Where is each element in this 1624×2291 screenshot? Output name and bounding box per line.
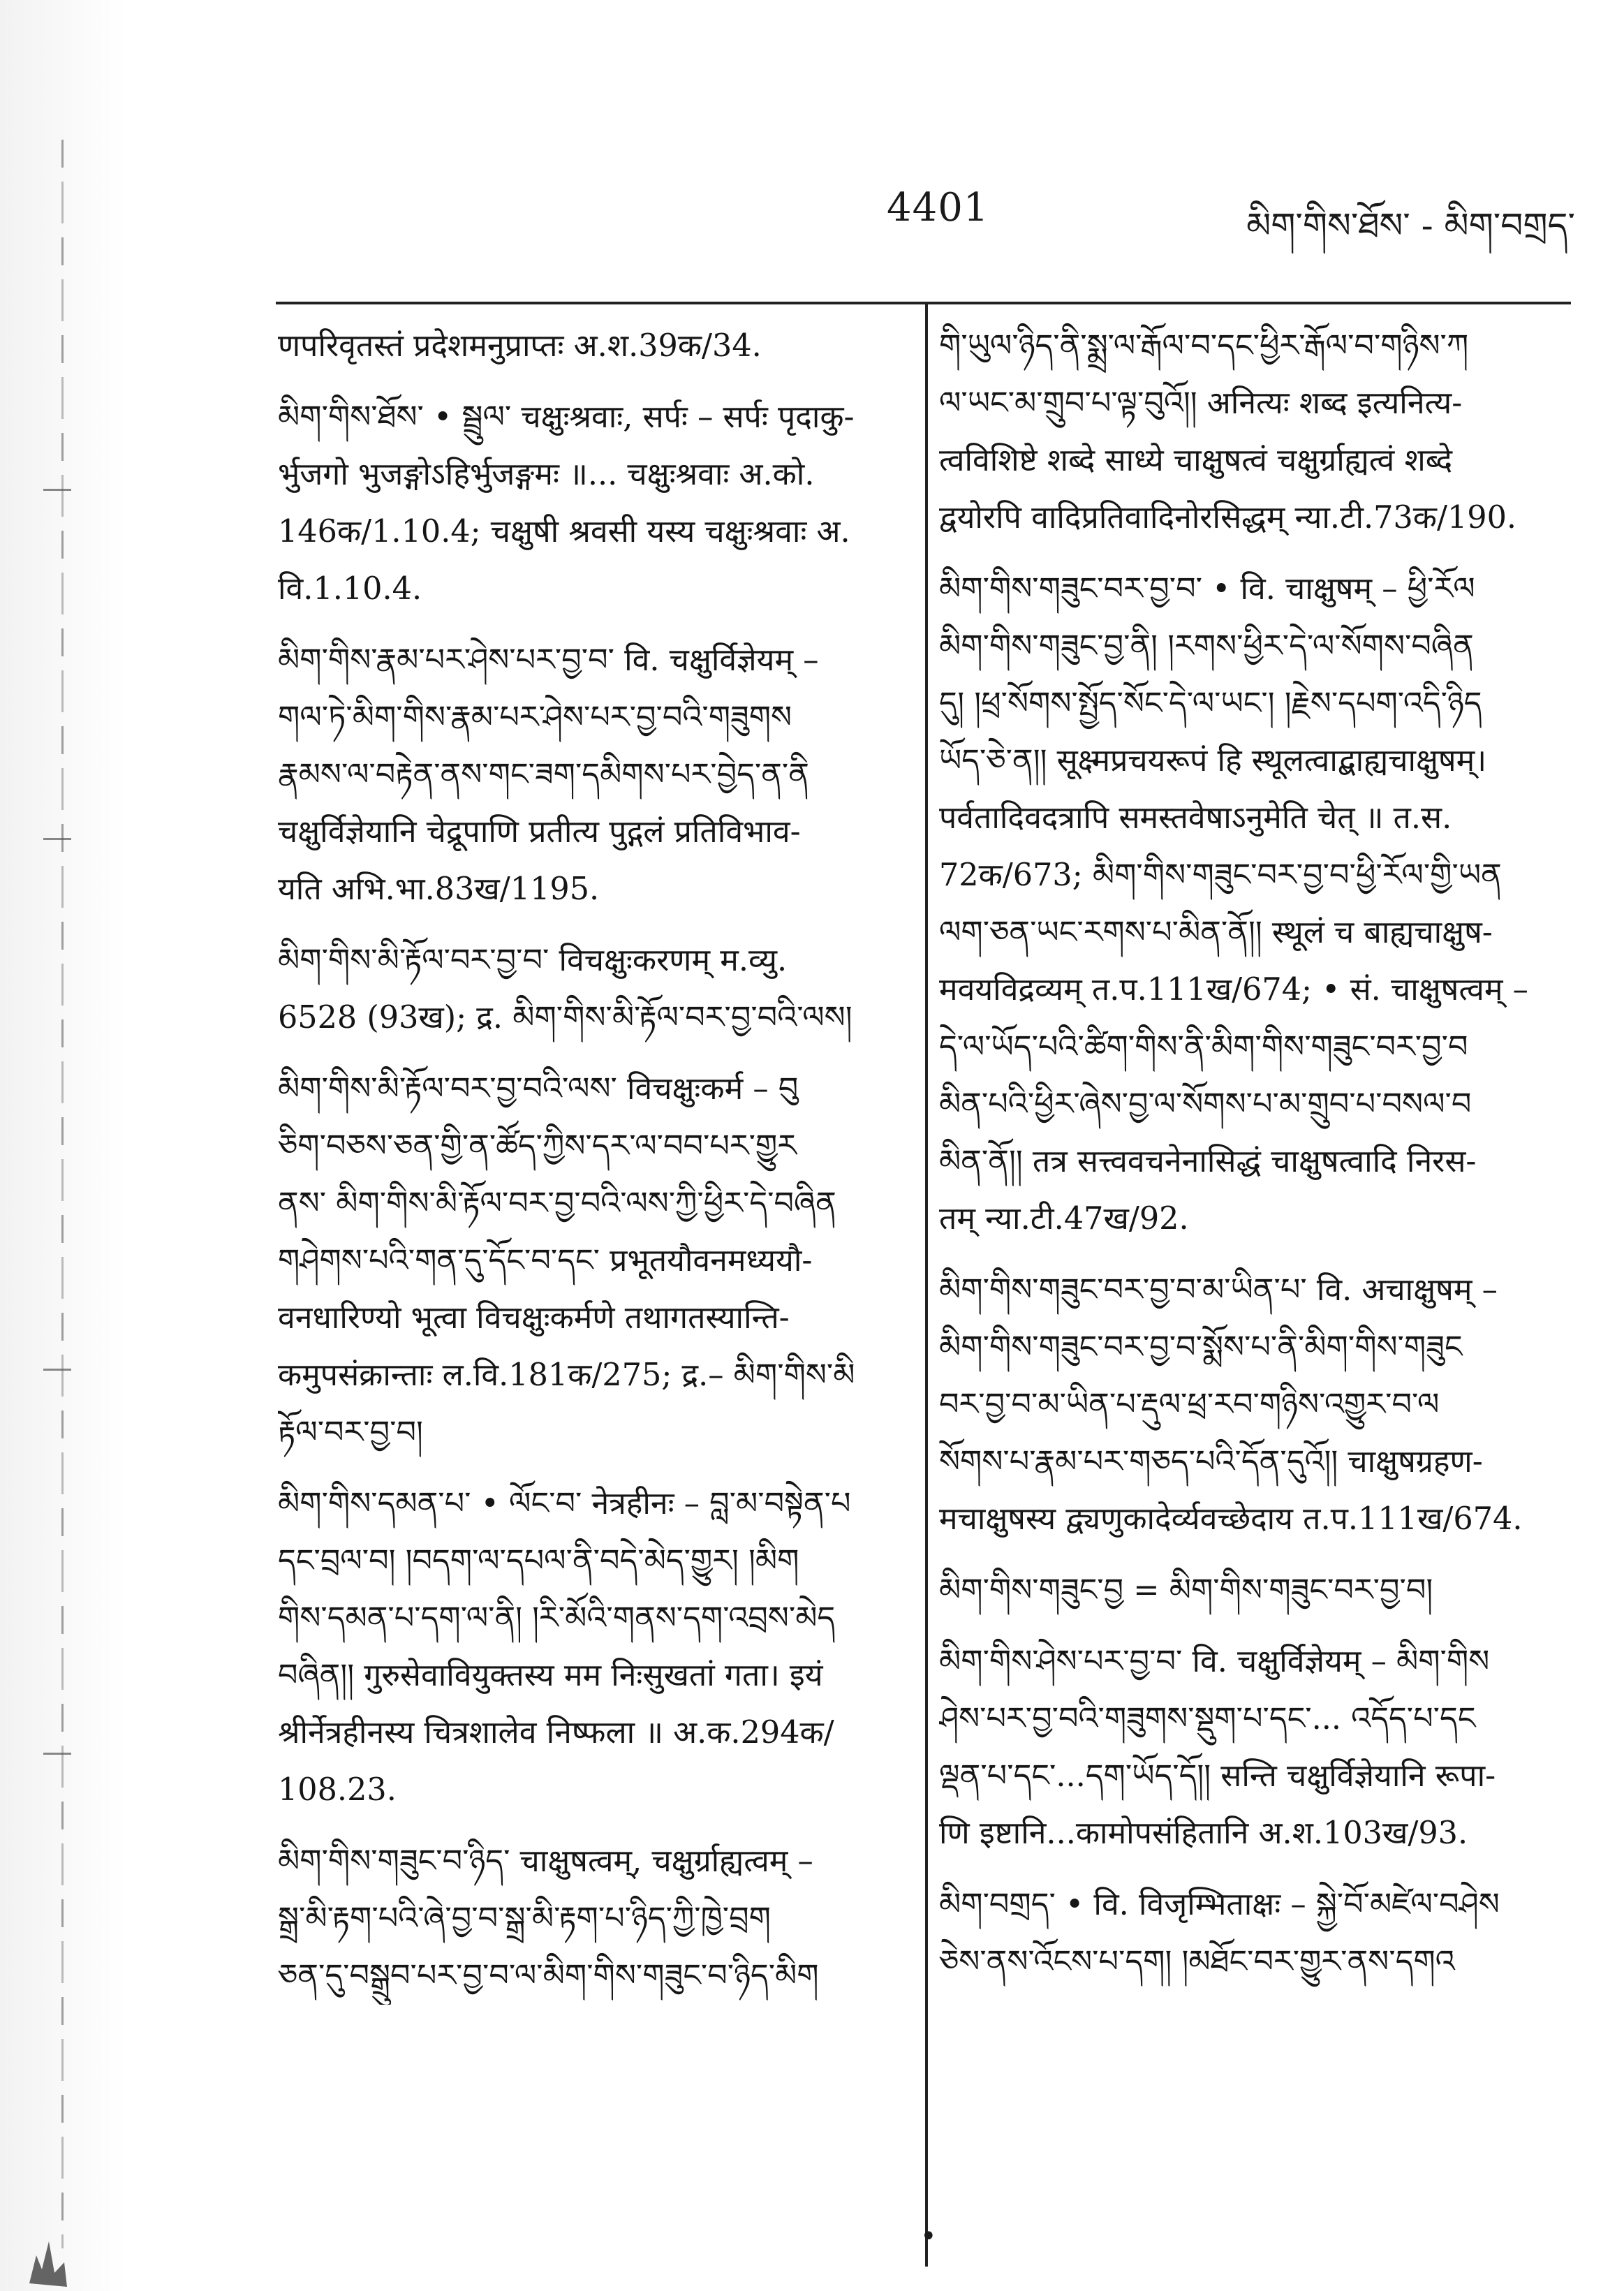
dictionary-entry bbox=[939, 1633, 1567, 1862]
binding-margin-line bbox=[61, 140, 64, 2248]
entry-line: णि इष्टानि...कामोपसंहितानि अ.श.103ख/93. bbox=[939, 1815, 1468, 1851]
entry-line: ནས་ མིག་གིས་མི་རྟོལ་བར་བྱ་བའི་ལས་ཀྱི་ཕྱིར་དེ་བཞིན bbox=[278, 1186, 836, 1221]
entry-line: མིག་གིས་གཟུང་བྱ = མིག་གིས་གཟུང་བར་བྱ་བ། bbox=[939, 1572, 1433, 1608]
entry-line: གིས་དམན་པ་དག་ལ་ནི། །རི་མོའི་གནས་དག་འབྲས་མེད bbox=[278, 1600, 836, 1636]
entry-line: वनधारिण्यो भूत्वा विचक्षुःकर्मणे तथागतस्यान्ति- bbox=[278, 1300, 790, 1336]
entry-line: རྟོལ་བར་བྱ་བ། bbox=[278, 1415, 423, 1450]
dictionary-entry bbox=[939, 1262, 1567, 1548]
margin-tick-mark bbox=[43, 1753, 71, 1755]
entry-line: སྒྲ་མི་རྟག་པའི་ཞེ་བྱ་བ་སྒྲ་མི་རྟག་པ་ཉིད་ཀྱི་ཁྱེ་བྲག bbox=[278, 1901, 771, 1936]
entry-line: མིག་བགྲད་ • वि. विजृम्भिताक्षः – སྐྱེ་བོ་མཛེལ་བཤེས bbox=[939, 1887, 1500, 1922]
entry-line: ཅེས་ནས་འོངས་པ་དག། །མཐོང་བར་གྱུར་ནས་དགའ bbox=[939, 1944, 1455, 1980]
entry-line: श्रीर्नेत्रहीनस्य चित्रशालेव निष्फला ॥ अ.क.294क/ bbox=[278, 1715, 834, 1751]
dictionary-entry bbox=[278, 389, 892, 618]
entry-line: ཤེས་པར་བྱ་བའི་གཟུགས་སྡུག་པ་དང་... འདོད་པ་དང bbox=[939, 1701, 1476, 1737]
entry-line: མིག་གིས་གཟུང་བ་ཉིད་ चाक्षुषत्वम्, चक्षुर्ग्राह्यत्वम् – bbox=[278, 1843, 813, 1879]
entry-line: चक्षुर्विज्ञेयानि चेद्रूपाणि प्रतीत्य पुद्गलं प्रतिविभाव- bbox=[278, 814, 801, 850]
entry-line: གཤེགས་པའི་གན་དུ་དོང་བ་དང་ प्रभूतयौवनमध्ययौ- bbox=[278, 1243, 813, 1279]
entry-line: གལ་ཏེ་མིག་གིས་རྣམ་པར་ཤེས་པར་བྱ་བའི་གཟུགས bbox=[278, 700, 792, 735]
entry-line: མིག་གིས་རྣམ་པར་ཤེས་པར་བྱ་བ་ वि. चक्षुर्विज्ञेयम् – bbox=[278, 642, 819, 678]
entry-line: མིག་གིས་གཟུང་བར་བྱ་བ་སྨོས་པ་ནི་མིག་གིས་གཟུང bbox=[939, 1329, 1463, 1365]
entry-line: མིག་གིས་གཟུང་བར་བྱ་བ་ • वि. चाक्षुषम् – ཕྱི་རོལ bbox=[939, 571, 1475, 607]
entry-line: རྣམས་ལ་བརྟེན་ནས་གང་ཟག་དམིགས་པར་བྱེད་ན་ནི bbox=[278, 757, 809, 793]
dictionary-entry bbox=[939, 1562, 1567, 1619]
dictionary-entry bbox=[278, 1833, 892, 2005]
dictionary-entry bbox=[278, 932, 892, 1047]
entry-line: མིག་གིས་གཟུང་བྱ་ནི། །རགས་ཕྱིར་དེ་ལ་སོགས་བཞིན bbox=[939, 628, 1474, 664]
entry-line: མིག་གིས་ཐོས་ • སྦྲུལ་ चक्षुःश्रवाः, सर्पः – सर्पः पृदाकु- bbox=[278, 399, 855, 435]
entry-line: བར་བྱ་བ་མ་ཡིན་པ་རྡུལ་ཕྲ་རབ་གཉིས་འགྱུར་བ་ལ bbox=[939, 1387, 1440, 1422]
dictionary-entry bbox=[939, 561, 1567, 1248]
header-rule bbox=[276, 302, 1571, 304]
margin-tick-mark bbox=[43, 489, 71, 491]
entry-line: མིན་པའི་ཕྱིར་ཞེས་བྱ་ལ་སོགས་པ་མ་གྲུབ་པ་བསལ་བ bbox=[939, 1086, 1472, 1122]
entry-line: སོགས་པ་རྣམ་པར་གཅད་པའི་དོན་དུའོ།། चाक्षुषग्रहण- bbox=[939, 1444, 1483, 1480]
running-head: མིག་གིས་ཐོས་ - མིག་བགྲད་ bbox=[1246, 205, 1575, 246]
entry-line: ཅན་དུ་བསྒྲུབ་པར་བྱ་བ་ལ་མིག་གིས་གཟུང་བ་ཉིད་མིག bbox=[278, 1958, 819, 1994]
entry-line: མིག་གིས་ཤེས་པར་བྱ་བ་ वि. चक्षुर्विज्ञेयम् – མིག་གིས bbox=[939, 1644, 1490, 1679]
dictionary-entry bbox=[939, 1876, 1567, 1991]
entry-line: མིག་གིས་གཟུང་བར་བྱ་བ་མ་ཡིན་པ་ वि. अचाक्षुषम् – bbox=[939, 1272, 1498, 1308]
entry-line: ལ་ཡང་མ་གྲུབ་པ་ལྟ་བུའོ།། अनित्यः शब्द इत्यनित्य- bbox=[939, 385, 1463, 421]
margin-tick-mark bbox=[43, 1369, 71, 1371]
dictionary-entry bbox=[278, 1061, 892, 1461]
entry-line: ལྡན་པ་དང་...དག་ཡོད་དོ།། सन्ति चक्षुर्विज्ञेयानि रूपा- bbox=[939, 1758, 1496, 1794]
margin-bullet: • bbox=[920, 2220, 937, 2253]
entry-line: मचाक्षुषस्य द्व्यणुकादेर्व्यवच्छेदाय त.प.111ख/674. bbox=[939, 1501, 1523, 1537]
page-number: 4401 bbox=[887, 185, 989, 230]
entry-line: དེ་ལ་ཡོད་པའི་ཚིག་གིས་ནི་མིག་གིས་གཟུང་བར་བྱ་བ bbox=[939, 1029, 1468, 1065]
entry-line: མིག་གིས་མི་རྟོལ་བར་བྱ་བའི་ལས་ विचक्षुःकर्म – བུ bbox=[278, 1071, 799, 1107]
margin-tick-mark bbox=[43, 838, 71, 840]
entry-line: ཡོད་ཅེ་ན།། सूक्ष्मप्रचयरूपं हि स्थूलत्वाद्बाह्यचाक्षुषम्। bbox=[939, 743, 1487, 779]
entry-line: त्वविशिष्टे शब्दे साध्ये चाक्षुषत्वं चक्षुर्ग्राह्यत्वं शब्दे bbox=[939, 443, 1453, 478]
entry-line: वि.1.10.4. bbox=[278, 571, 422, 607]
entry-line: དང་བྲལ་བ། །བདག་ལ་དཔལ་ནི་བདེ་མེད་གྱུར། །མིག bbox=[278, 1543, 799, 1579]
entry-line: णपरिवृतस्तं प्रदेशमनुप्राप्तः अ.श.39क/34. bbox=[278, 328, 762, 364]
entry-line: यति अभि.भा.83ख/1195. bbox=[278, 871, 600, 907]
entry-line: ཅིག་བཅས་ཅན་གྱི་ན་ཚོད་ཀྱིས་དར་ལ་བབ་པར་གྱུར bbox=[278, 1128, 797, 1164]
entry-line: कमुपसंक्रान्ताः ल.वि.181क/275; द्र.– མིག་གིས་མི bbox=[278, 1357, 855, 1393]
dictionary-entry bbox=[939, 318, 1567, 547]
entry-line: द्वयोरपि वादिप्रतिवादिनोरसिद्धम् न्या.टी.73क/190. bbox=[939, 500, 1517, 536]
entry-line: དུ། །ཕྲ་སོགས་སྤྱོད་སོང་དེ་ལ་ཡང་། །རྗེས་དཔག་འདི་ཉིད bbox=[939, 686, 1482, 721]
entry-line: མིག་གིས་དམན་པ་ • ལོང་བ་ नेत्रहीनः – བླ་མ་བསྟེན་པ bbox=[278, 1486, 851, 1522]
entry-line: तम् न्या.टी.47ख/92. bbox=[939, 1201, 1189, 1237]
entry-line: མིག་གིས་མི་རྟོལ་བར་བྱ་བ་ विचक्षुःकरणम् म.व्यु. bbox=[278, 943, 788, 978]
entry-line: र्भुजगो भुजङ्गोऽहिर्भुजङ्गमः ॥... चक्षुःश्रवाः अ.को. bbox=[278, 457, 815, 492]
left-column bbox=[278, 318, 892, 2019]
entry-line: ལག་ཅན་ཡང་རགས་པ་མིན་ནོ།། स्थूलं च बाह्यचाक्षुष- bbox=[939, 915, 1493, 950]
entry-line: 108.23. bbox=[278, 1772, 397, 1808]
entry-line: 72क/673; མིག་གིས་གཟུང་བར་བྱ་བ་ཕྱི་རོལ་གྱི་ཡན bbox=[939, 857, 1502, 893]
column-divider bbox=[925, 304, 928, 2267]
right-column bbox=[939, 318, 1567, 2005]
scan-smudge-mark bbox=[22, 2213, 71, 2290]
dictionary-entry bbox=[278, 1475, 892, 1819]
entry-line: གི་ཡུལ་ཉིད་ནི་སྨྲ་ལ་རྒོལ་བ་དང་ཕྱིར་རྒོལ་བ་གཉིས་ཀ bbox=[939, 328, 1469, 364]
dictionary-entry bbox=[278, 318, 892, 375]
entry-line: 146क/1.10.4; चक्षुषी श्रवसी यस्य चक्षुःश्रवाः अ. bbox=[278, 514, 850, 550]
entry-line: བཞིན།། गुरुसेवावियुक्तस्य मम निःसुखतां गता। इयं bbox=[278, 1658, 823, 1693]
entry-line: 6528 (93ख); द्र. མིག་གིས་མི་རྟོལ་བར་བྱ་བའི་ལས། bbox=[278, 1000, 852, 1036]
dictionary-entry bbox=[278, 632, 892, 918]
entry-line: མིན་ནོ།། तत्र सत्त्ववचनेनासिद्धं चाक्षुषत्वादि निरस- bbox=[939, 1144, 1477, 1179]
entry-line: मवयविद्रव्यम् त.प.111ख/674; • सं. चाक्षुषत्वम् – bbox=[939, 972, 1528, 1008]
entry-line: पर्वतादिवदत्रापि समस्तवेषाऽनुमेति चेत् ॥ त.स. bbox=[939, 800, 1452, 836]
